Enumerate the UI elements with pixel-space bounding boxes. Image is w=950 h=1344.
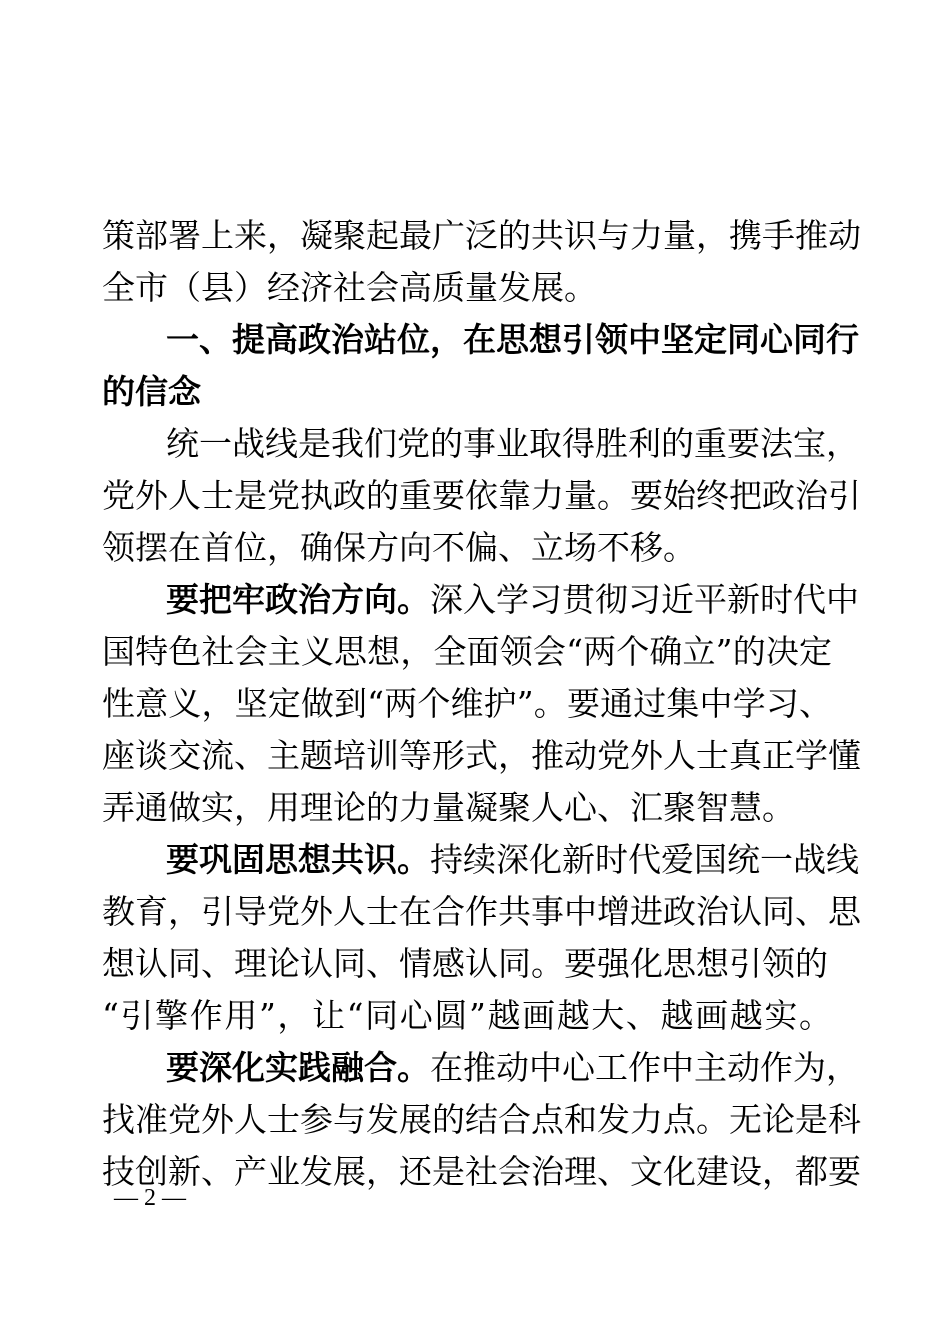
paragraph-first-line [166, 834, 859, 886]
text-line: 找准党外人士参与发展的结合点和发力点。无论是科 [102, 1100, 861, 1139]
section-heading-cont: 的信念 [102, 372, 201, 411]
text-line: 技创新、产业发展，还是社会治理、文化建设，都要 [102, 1152, 861, 1191]
paragraph-text: 持续深化新时代爱国统一战线 [430, 840, 859, 879]
page-number: — 2 — [114, 1185, 186, 1211]
text-line: 国特色社会主义思想，全面领会“两个确立”的决定 [102, 632, 832, 671]
paragraph-lead: 要把牢政治方向。 [166, 580, 430, 619]
text-line: 弄通做实，用理论的力量凝聚人心、汇聚智慧。 [102, 788, 795, 827]
paragraph-lead: 要巩固思想共识。 [166, 840, 430, 879]
text-line: 全市（县）经济社会高质量发展。 [102, 268, 597, 307]
text-line: 座谈交流、主题培训等形式，推动党外人士真正学懂 [102, 736, 861, 775]
section-heading: 一、提高政治站位，在思想引领中坚定同心同行 [166, 320, 859, 359]
text-line: “引擎作用”，让“同心圆”越画越大、越画越实。 [102, 996, 832, 1035]
paragraph-lead: 要深化实践融合。 [166, 1048, 430, 1087]
text-line: 领摆在首位，确保方向不偏、立场不移。 [102, 528, 696, 567]
text-line: 想认同、理论认同、情感认同。要强化思想引领的 [102, 944, 828, 983]
text-line: 性意义，坚定做到“两个维护”。要通过集中学习、 [102, 684, 832, 723]
text-line: 教育，引导党外人士在合作共事中增进政治认同、思 [102, 892, 861, 931]
paragraph-text: 深入学习贯彻习近平新时代中 [430, 580, 859, 619]
paragraph-first-line [166, 1042, 859, 1094]
paragraph-text: 在推动中心工作中主动作为， [430, 1048, 859, 1087]
text-line: 策部署上来，凝聚起最广泛的共识与力量，携手推动 [102, 216, 861, 255]
text-line: 党外人士是党执政的重要依靠力量。要始终把政治引 [102, 476, 861, 515]
text-line: 统一战线是我们党的事业取得胜利的重要法宝， [166, 424, 859, 463]
paragraph-first-line [166, 574, 859, 626]
